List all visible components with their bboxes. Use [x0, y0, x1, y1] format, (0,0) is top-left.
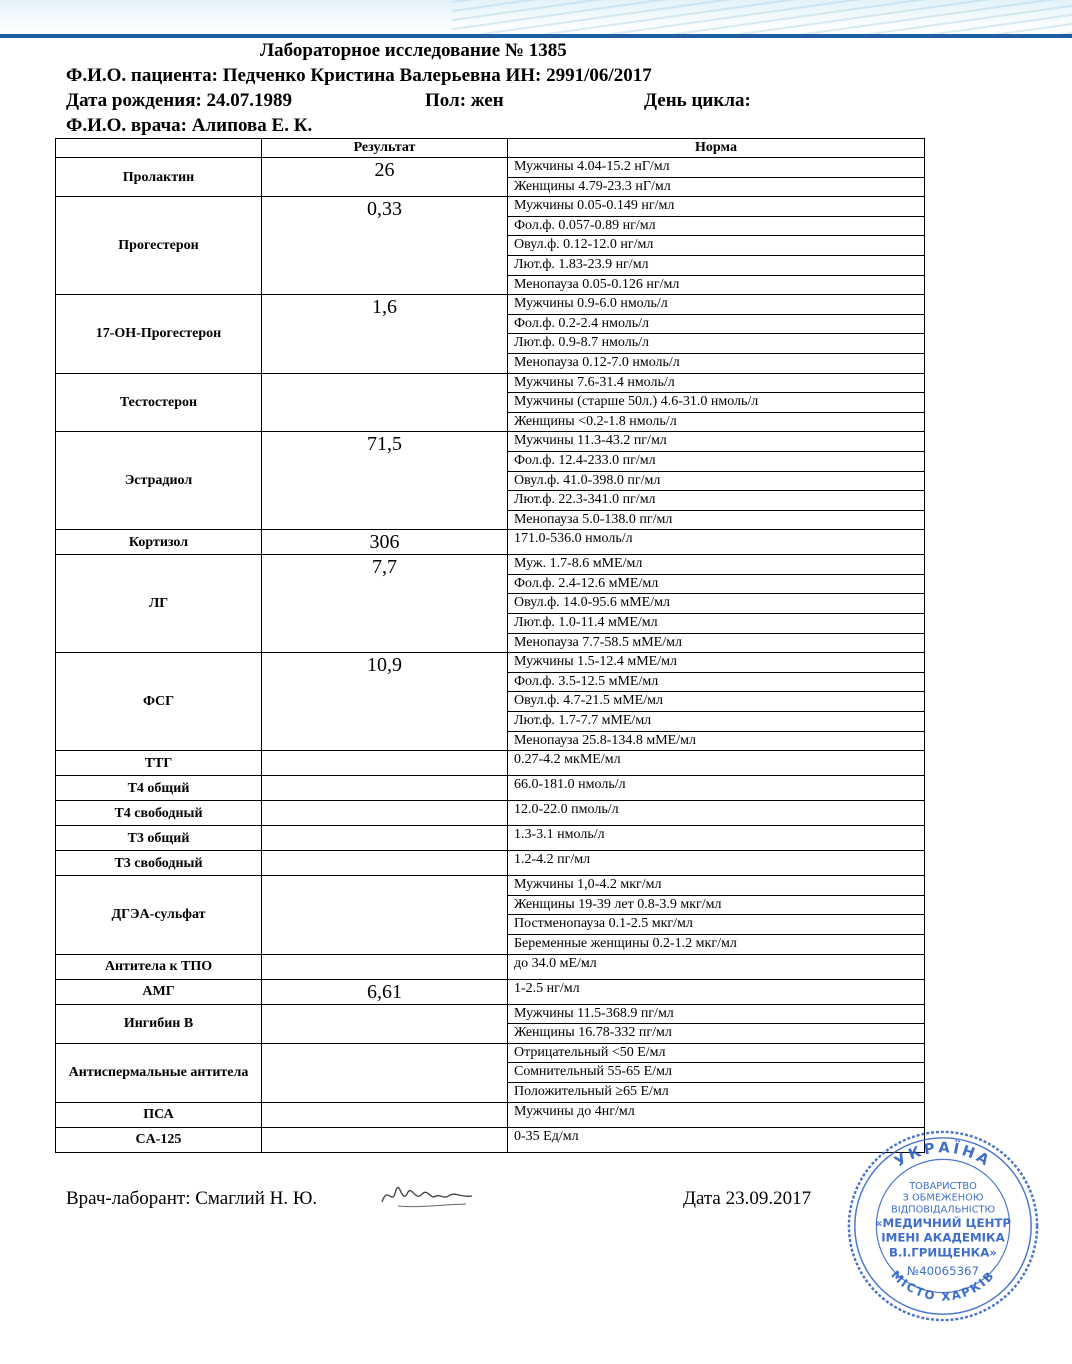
- test-name: АМГ: [56, 979, 262, 1004]
- stamp-line5: ІМЕНІ АКАДЕМІКА: [881, 1230, 1005, 1245]
- reference-range: Лют.ф. 1.83-23.9 нг/мл: [508, 255, 925, 275]
- test-name: ДГЭА-сульфат: [56, 876, 262, 954]
- reference-range: Лют.ф. 1.0-11.4 мМЕ/мл: [508, 614, 925, 634]
- lab-results-table: [55, 138, 925, 1153]
- reference-range: Женщины 16.78-332 пг/мл: [508, 1024, 925, 1044]
- report-date: Дата 23.09.2017: [683, 1188, 812, 1209]
- test-name: Пролактин: [56, 158, 262, 197]
- test-result: [262, 826, 508, 851]
- test-result: 0,33: [262, 197, 508, 295]
- test-result: [262, 954, 508, 979]
- reference-range: 1.2-4.2 пг/мл: [508, 851, 925, 876]
- reference-range: Лют.ф. 0.9-8.7 нмоль/л: [508, 334, 925, 354]
- reference-range: Мужчины до 4нг/мл: [508, 1102, 925, 1127]
- test-result: 26: [262, 158, 508, 197]
- test-result: [262, 1004, 508, 1043]
- stamp-number: №40065367: [906, 1264, 980, 1278]
- reference-range: Отрицательный <50 Е/мл: [508, 1043, 925, 1063]
- test-result: [262, 801, 508, 826]
- table-row: [56, 1004, 925, 1024]
- doctor-line: Ф.И.О. врача: Алипова Е. К.: [66, 115, 313, 136]
- top-decoration-band: [0, 0, 1072, 34]
- header-blank: [56, 139, 262, 158]
- test-name: ТТГ: [56, 751, 262, 776]
- reference-range: Сомнительный 55-65 Е/мл: [508, 1063, 925, 1083]
- reference-range: Мужчины 0.05-0.149 нг/мл: [508, 197, 925, 217]
- signature-icon: [378, 1178, 478, 1214]
- test-name: Т3 свободный: [56, 851, 262, 876]
- reference-range: Менопауза 5.0-138.0 пг/мл: [508, 510, 925, 530]
- reference-range: 0.27-4.2 мкМЕ/мл: [508, 751, 925, 776]
- reference-range: Лют.ф. 22.3-341.0 пг/мл: [508, 491, 925, 511]
- reference-range: Мужчины 1,0-4.2 мкг/мл: [508, 876, 925, 896]
- test-result: [262, 1102, 508, 1127]
- test-name: ПСА: [56, 1102, 262, 1127]
- reference-range: 66.0-181.0 нмоль/л: [508, 776, 925, 801]
- reference-range: Менопауза 25.8-134.8 мМЕ/мл: [508, 731, 925, 751]
- stamp-line6: В.І.ГРИЩЕНКА»: [889, 1245, 997, 1260]
- table-row: [56, 653, 925, 673]
- test-result: 71,5: [262, 432, 508, 530]
- reference-range: Фол.ф. 0.2-2.4 нмоль/л: [508, 314, 925, 334]
- test-result: [262, 373, 508, 432]
- reference-range: Овул.ф. 4.7-21.5 мМЕ/мл: [508, 692, 925, 712]
- reference-range: Фол.ф. 12.4-233.0 пг/мл: [508, 451, 925, 471]
- reference-range: Муж. 1.7-8.6 мМЕ/мл: [508, 555, 925, 575]
- reference-range: Мужчины 0.9-6.0 нмоль/л: [508, 295, 925, 315]
- stamp-ring-bottom: МІСТО ХАРКІВ: [888, 1267, 998, 1304]
- reference-range: 1.3-3.1 нмоль/л: [508, 826, 925, 851]
- table-row: [56, 776, 925, 801]
- test-result: 1,6: [262, 295, 508, 373]
- test-name: Кортизол: [56, 530, 262, 555]
- test-name: Тестостерон: [56, 373, 262, 432]
- table-header-row: [56, 139, 925, 158]
- reference-range: Положительный ≥65 Е/мл: [508, 1082, 925, 1102]
- table-row: [56, 954, 925, 979]
- header-result: Результат: [262, 139, 508, 158]
- reference-range: Овул.ф. 41.0-398.0 пг/мл: [508, 471, 925, 491]
- table-row: [56, 197, 925, 217]
- test-result: [262, 1043, 508, 1102]
- table-row: [56, 751, 925, 776]
- table-row: [56, 826, 925, 851]
- reference-range: Менопауза 7.7-58.5 мМЕ/мл: [508, 633, 925, 653]
- table-row: [56, 158, 925, 178]
- test-name: ФСГ: [56, 653, 262, 751]
- reference-range: Мужчины 4.04-15.2 нГ/мл: [508, 158, 925, 178]
- reference-range: Беременные женщины 0.2-1.2 мкг/мл: [508, 935, 925, 955]
- table-row: [56, 432, 925, 452]
- test-name: Прогестерон: [56, 197, 262, 295]
- table-row: [56, 1127, 925, 1152]
- reference-range: Постменопауза 0.1-2.5 мкг/мл: [508, 915, 925, 935]
- reference-range: Женщины 19-39 лет 0.8-3.9 мкг/мл: [508, 895, 925, 915]
- patient-line: Ф.И.О. пациента: Педченко Кристина Валерьевна ИН: 2991/06/2017: [66, 65, 652, 86]
- reference-range: 0-35 Ед/мл: [508, 1127, 925, 1152]
- table-row: [56, 1043, 925, 1063]
- reference-range: Мужчины 7.6-31.4 нмоль/л: [508, 373, 925, 393]
- wave-pattern: [452, 0, 1072, 34]
- test-result: 306: [262, 530, 508, 555]
- test-name: Антиспермальные антитела: [56, 1043, 262, 1102]
- reference-range: Фол.ф. 3.5-12.5 мМЕ/мл: [508, 672, 925, 692]
- header-norm: Норма: [508, 139, 925, 158]
- test-name: Т3 общий: [56, 826, 262, 851]
- reference-range: Менопауза 0.05-0.126 нг/мл: [508, 275, 925, 295]
- table-row: [56, 876, 925, 896]
- test-result: 7,7: [262, 555, 508, 653]
- reference-range: до 34.0 мЕ/мл: [508, 954, 925, 979]
- test-name: Т4 общий: [56, 776, 262, 801]
- report-header: [66, 38, 1026, 138]
- test-result: 6,61: [262, 979, 508, 1004]
- test-result: [262, 776, 508, 801]
- test-name: Антитела к ТПО: [56, 954, 262, 979]
- stamp-line3: ВІДПОВІДАЛЬНІСТЮ: [890, 1204, 996, 1216]
- test-name: Т4 свободный: [56, 801, 262, 826]
- reference-range: 1-2.5 нг/мл: [508, 979, 925, 1004]
- table-row: [56, 530, 925, 555]
- test-name: CA-125: [56, 1127, 262, 1152]
- dob: Дата рождения: 24.07.1989: [66, 90, 293, 111]
- reference-range: Менопауза 0.12-7.0 нмоль/л: [508, 353, 925, 373]
- sex: Пол: жен: [425, 90, 504, 111]
- lab-doctor: Врач-лаборант: Смаглий Н. Ю.: [66, 1188, 318, 1209]
- table-row: [56, 801, 925, 826]
- reference-range: Овул.ф. 14.0-95.6 мМЕ/мл: [508, 594, 925, 614]
- table-row: [56, 851, 925, 876]
- test-result: [262, 851, 508, 876]
- table-row: [56, 373, 925, 393]
- reference-range: Мужчины 11.5-368.9 пг/мл: [508, 1004, 925, 1024]
- reference-range: 171.0-536.0 нмоль/л: [508, 530, 925, 555]
- reference-range: Мужчины 1.5-12.4 мМЕ/мл: [508, 653, 925, 673]
- test-result: 10,9: [262, 653, 508, 751]
- stamp-line4: «МЕДИЧНИЙ ЦЕНТР: [874, 1215, 1012, 1230]
- table-row: [56, 295, 925, 315]
- table-row: [56, 1102, 925, 1127]
- test-name: Ингибин В: [56, 1004, 262, 1043]
- svg-text:УКРАЇНА: [892, 1139, 995, 1170]
- table-row: [56, 555, 925, 575]
- reference-range: Фол.ф. 0.057-0.89 нг/мл: [508, 216, 925, 236]
- reference-range: Мужчины 11.3-43.2 пг/мл: [508, 432, 925, 452]
- stamp-ring-top: УКРАЇНА: [891, 1139, 995, 1171]
- reference-range: Лют.ф. 1.7-7.7 мМЕ/мл: [508, 712, 925, 732]
- reference-range: Женщины 4.79-23.3 нГ/мл: [508, 177, 925, 197]
- test-name: Эстрадиол: [56, 432, 262, 530]
- stamp-line1: ТОВАРИСТВО: [909, 1180, 977, 1192]
- clinic-stamp: [845, 1128, 1041, 1324]
- cycle-day: День цикла:: [644, 90, 751, 111]
- reference-range: 12.0-22.0 пмоль/л: [508, 801, 925, 826]
- reference-range: Мужчины (старше 50л.) 4.6-31.0 нмоль/л: [508, 393, 925, 413]
- dob-line: [66, 88, 1026, 113]
- reference-range: Фол.ф. 2.4-12.6 мМЕ/мл: [508, 574, 925, 594]
- test-result: [262, 876, 508, 954]
- report-title: Лабораторное исследование № 1385: [260, 40, 567, 61]
- stamp-line2: З ОБМЕЖЕНОЮ: [902, 1192, 984, 1204]
- table-body: [56, 158, 925, 1153]
- test-result: [262, 1127, 508, 1152]
- test-result: [262, 751, 508, 776]
- test-name: ЛГ: [56, 555, 262, 653]
- test-name: 17-ОН-Прогестерон: [56, 295, 262, 373]
- table-row: [56, 979, 925, 1004]
- reference-range: Женщины <0.2-1.8 нмоль/л: [508, 412, 925, 432]
- reference-range: Овул.ф. 0.12-12.0 нг/мл: [508, 236, 925, 256]
